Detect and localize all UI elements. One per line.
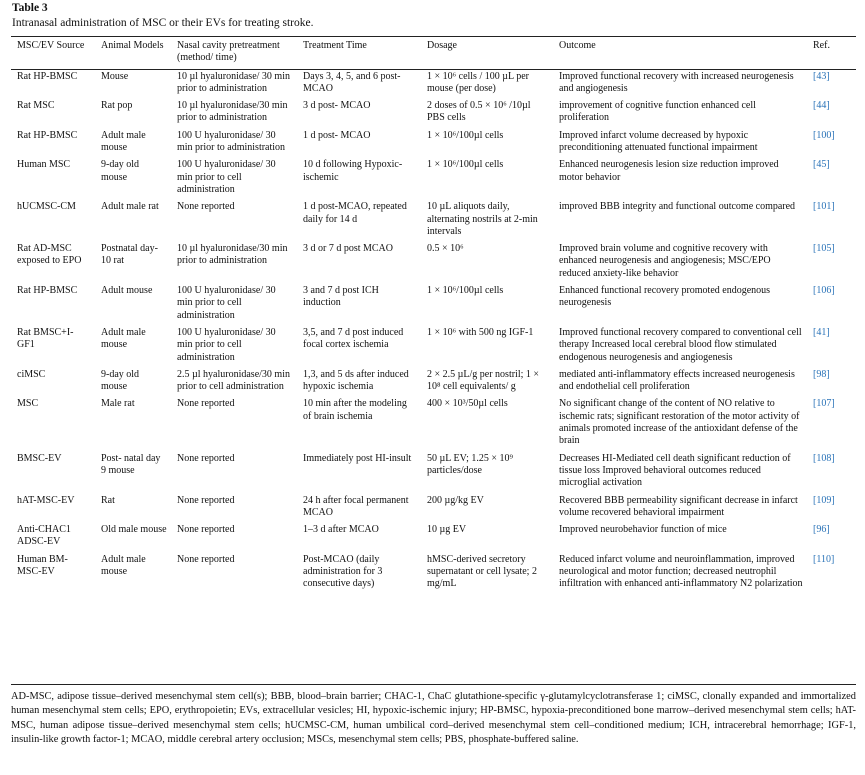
cell-time: 3 and 7 d post ICH induction bbox=[303, 285, 379, 309]
header-outcome: Outcome bbox=[559, 40, 596, 51]
cell-ref[interactable]: [45] bbox=[813, 159, 830, 171]
cell-dosage: 1 × 10⁶ with 500 ng IGF-1 bbox=[427, 326, 534, 338]
cell-model: Adult mouse bbox=[101, 285, 153, 297]
table-row bbox=[11, 494, 856, 524]
cell-ref[interactable]: [106] bbox=[813, 285, 835, 297]
cell-source: ciMSC bbox=[17, 368, 46, 380]
header-ref: Ref. bbox=[813, 40, 830, 51]
cell-time: 10 min after the modeling of brain ischemia bbox=[303, 398, 407, 422]
cell-model: Male rat bbox=[101, 398, 135, 410]
cell-source: Rat HP-BMSC bbox=[17, 70, 78, 82]
cell-ref[interactable]: [44] bbox=[813, 100, 830, 112]
cell-pretreatment: None reported bbox=[177, 201, 235, 213]
cell-source: hUCMSC-CM bbox=[17, 201, 76, 213]
cell-source: Rat BMSC+I-GF1 bbox=[17, 326, 74, 351]
cell-dosage: 1 × 10⁶/100µl cells bbox=[427, 129, 504, 141]
cell-model: Postnatal day-10 rat bbox=[101, 243, 158, 267]
cell-dosage: 1 × 10⁶ cells / 100 µL per mouse (per dose) bbox=[427, 70, 529, 94]
cell-outcome: Enhanced neurogenesis lesion size reduction improved motor behavior bbox=[559, 159, 779, 183]
cell-model: Mouse bbox=[101, 70, 129, 82]
cell-outcome: Improved neurobehavior function of mice bbox=[559, 524, 727, 536]
cell-pretreatment: 100 U hyaluronidase/ 30 min prior to cell administration bbox=[177, 285, 276, 321]
cell-dosage: 200 µg/kg EV bbox=[427, 494, 484, 506]
header-pretreatment: Nasal cavity pretreatment (method/ time) bbox=[177, 40, 280, 64]
cell-ref[interactable]: [100] bbox=[813, 129, 835, 141]
cell-dosage: 50 µL EV; 1.25 × 10⁹ particles/dose bbox=[427, 452, 513, 476]
cell-ref[interactable]: [110] bbox=[813, 553, 835, 565]
header-dosage: Dosage bbox=[427, 40, 457, 51]
cell-time: 1,3, and 5 ds after induced hypoxic ischemia bbox=[303, 368, 409, 393]
table-label: Table 3 bbox=[12, 2, 48, 14]
table-row bbox=[11, 158, 856, 200]
cell-ref[interactable]: [101] bbox=[813, 201, 835, 213]
cell-ref[interactable]: [108] bbox=[813, 452, 835, 464]
cell-dosage: 2 doses of 0.5 × 10⁶ /10µl PBS cells bbox=[427, 100, 531, 124]
cell-outcome: Improved brain volume and cognitive recovery with enhanced neurogenesis and angiogenesis; MSC/EPO reduced anxiety-like behavior bbox=[559, 243, 771, 279]
header-row bbox=[11, 38, 856, 69]
cell-ref[interactable]: [107] bbox=[813, 398, 835, 410]
cell-pretreatment: 100 U hyaluronidase/ 30 min prior to cell administration bbox=[177, 326, 276, 363]
cell-time: 24 h after focal permanent MCAO bbox=[303, 494, 409, 518]
cell-ref[interactable]: [43] bbox=[813, 70, 830, 82]
table-row bbox=[11, 200, 856, 242]
cell-outcome: improved BBB integrity and functional outcome compared bbox=[559, 201, 796, 213]
table-row bbox=[11, 397, 856, 451]
cell-source: hAT-MSC-EV bbox=[17, 494, 75, 506]
cell-dosage: 1 × 10⁶/100µl cells bbox=[427, 285, 504, 297]
cell-outcome: improvement of cognitive function enhanced cell proliferation bbox=[559, 100, 756, 124]
table-row bbox=[11, 326, 856, 368]
table-row bbox=[11, 368, 856, 398]
cell-outcome: Improved infarct volume decreased by hypoxic preconditioning attenuated functional impairment bbox=[559, 129, 758, 154]
cell-model: Post- natal day 9 mouse bbox=[101, 452, 161, 476]
cell-model: 9-day old mouse bbox=[101, 368, 140, 393]
cell-outcome: Reduced infarct volume and neuroinflammation, improved neurological and motor function; decreased neutrophil infiltration with enhanced anti-inflammatory N2 polarization bbox=[559, 553, 803, 590]
cell-pretreatment: 10 µl hyaluronidase/30 min prior to administration bbox=[177, 243, 288, 267]
cell-pretreatment: 10 µl hyaluronidase/ 30 min prior to administration bbox=[177, 70, 290, 94]
data-table bbox=[11, 38, 856, 595]
cell-ref[interactable]: [41] bbox=[813, 326, 830, 338]
table-row bbox=[11, 99, 856, 129]
header-time: Treatment Time bbox=[303, 40, 367, 51]
cell-dosage: 400 × 10³/50µl cells bbox=[427, 398, 508, 410]
header-source: MSC/EV Source bbox=[17, 40, 85, 51]
cell-source: Rat AD-MSC exposed to EPO bbox=[17, 243, 82, 267]
cell-ref[interactable]: [98] bbox=[813, 368, 830, 380]
cell-time: Days 3, 4, 5, and 6 post-MCAO bbox=[303, 70, 401, 94]
cell-model: Adult male mouse bbox=[101, 129, 146, 154]
cell-pretreatment: None reported bbox=[177, 494, 235, 506]
cell-time: 3,5, and 7 d post induced focal cortex ischemia bbox=[303, 326, 404, 351]
cell-time: Immediately post HI-insult bbox=[303, 452, 412, 464]
footnote: AD-MSC, adipose tissue–derived mesenchymal stem cell(s); BBB, blood–brain barrier; CHAC-1, ChaC glutathione-specific γ-glutamylcyclotransferase 1; ciMSC, clonally expanded and immortalized human mesenchymal stem cells; EPO, erythropoietin; EVs, extracellular vesicles; HI, hypoxic-ischemic injury; HP-BMSC, hypoxia-preconditioned bone marrow–derived mesenchymal stem cells; hAT-MSC, human adipose tissue–derived mesenchymal stem cells; hUCMSC-CM, human umbilical cord–derived mesenchymal stem cell–conditioned medium; ICH, intracerebral hemorrhage; IGF-1, insulin-like growth factor-1; MCAO, middle cerebral artery occlusion; MSCs, mesenchymal stem cells; PBS, phosphate-buffered saline. bbox=[11, 691, 856, 745]
cell-outcome: Improved functional recovery compared to conventional cell therapy Increased local cerebral blood flow stimulated endogenous neurogenesis and angiogenesis bbox=[559, 326, 802, 363]
cell-pretreatment: None reported bbox=[177, 452, 235, 464]
table-title: Intranasal administration of MSC or their EVs for treating stroke. bbox=[12, 17, 314, 29]
header-model: Animal Models bbox=[101, 40, 164, 51]
cell-source: Rat MSC bbox=[17, 100, 55, 112]
cell-model: Old male mouse bbox=[101, 524, 167, 536]
cell-model: Adult male mouse bbox=[101, 553, 146, 577]
cell-dosage: 0.5 × 10⁶ bbox=[427, 243, 464, 255]
table-row bbox=[11, 553, 856, 595]
table-row bbox=[11, 284, 856, 326]
cell-source: Rat HP-BMSC bbox=[17, 129, 78, 141]
table-row bbox=[11, 523, 856, 553]
cell-source: Anti-CHAC1 ADSC-EV bbox=[17, 524, 71, 548]
cell-dosage: 2 × 2.5 µL/g per nostril; 1 × 10⁸ cell equivalents/ g bbox=[427, 368, 540, 393]
cell-model: Rat pop bbox=[101, 100, 133, 112]
table-row bbox=[11, 69, 856, 99]
cell-time: 10 d following Hypoxic-ischemic bbox=[303, 159, 403, 183]
cell-time: 1 d post- MCAO bbox=[303, 129, 371, 141]
table-body bbox=[11, 69, 856, 594]
cell-dosage: 10 µL aliquots daily, alternating nostrils at 2-min intervals bbox=[427, 201, 538, 237]
cell-outcome: Recovered BBB permeability significant decrease in infarct volume recovered behavioral impairment bbox=[559, 494, 798, 518]
cell-time: 1–3 d after MCAO bbox=[303, 524, 379, 536]
cell-time: 1 d post-MCAO, repeated daily for 14 d bbox=[303, 201, 407, 225]
table-row bbox=[11, 242, 856, 284]
cell-source: Human BM-MSC-EV bbox=[17, 553, 68, 577]
cell-outcome: No significant change of the content of NO relative to ischemic rats; significant restoration of the motor activity of animals promoted increase of the antioxidant defense of the brain bbox=[559, 398, 800, 447]
cell-time: 3 d or 7 d post MCAO bbox=[303, 243, 394, 255]
cell-ref[interactable]: [105] bbox=[813, 243, 835, 255]
table-row bbox=[11, 452, 856, 494]
cell-model: Rat bbox=[101, 494, 115, 506]
cell-ref[interactable]: [96] bbox=[813, 524, 830, 536]
table-row bbox=[11, 129, 856, 159]
cell-ref[interactable]: [109] bbox=[813, 494, 835, 506]
cell-model: Adult male mouse bbox=[101, 326, 146, 351]
cell-source: Human MSC bbox=[17, 159, 71, 171]
cell-outcome: Decreases HI-Mediated cell death significant reduction of tissue loss Improved behavioral outcomes reduced microglial activation bbox=[559, 452, 791, 489]
cell-pretreatment: 2.5 µl hyaluronidase/30 min prior to cell administration bbox=[177, 368, 290, 393]
cell-outcome: Enhanced functional recovery promoted endogenous neurogenesis bbox=[559, 285, 771, 309]
cell-model: Adult male rat bbox=[101, 201, 159, 213]
cell-pretreatment: None reported bbox=[177, 398, 235, 410]
cell-source: BMSC-EV bbox=[17, 452, 62, 464]
cell-source: MSC bbox=[17, 398, 39, 410]
cell-pretreatment: 10 µl hyaluronidase/30 min prior to administration bbox=[177, 100, 288, 124]
cell-source: Rat HP-BMSC bbox=[17, 285, 78, 297]
cell-pretreatment: 100 U hyaluronidase/ 30 min prior to cell administration bbox=[177, 159, 276, 195]
cell-time: Post-MCAO (daily administration for 3 consecutive days) bbox=[303, 553, 383, 590]
cell-outcome: mediated anti-inflammatory effects increased neurogenesis and endothelial cell proliferation bbox=[559, 368, 795, 393]
cell-dosage: 1 × 10⁶/100µl cells bbox=[427, 159, 504, 171]
cell-outcome: Improved functional recovery with increased neurogenesis and angiogenesis bbox=[559, 70, 794, 94]
cell-dosage: 10 µg EV bbox=[427, 524, 467, 536]
cell-pretreatment: 100 U hyaluronidase/ 30 min prior to administration bbox=[177, 129, 286, 154]
cell-model: 9-day old mouse bbox=[101, 159, 140, 183]
cell-pretreatment: None reported bbox=[177, 553, 235, 565]
bottom-rule bbox=[11, 684, 856, 685]
cell-pretreatment: None reported bbox=[177, 524, 235, 536]
cell-time: 3 d post- MCAO bbox=[303, 100, 371, 112]
cell-dosage: hMSC-derived secretory supernatant or cell lysate; 2 mg/mL bbox=[427, 553, 537, 590]
top-rule bbox=[11, 36, 856, 37]
